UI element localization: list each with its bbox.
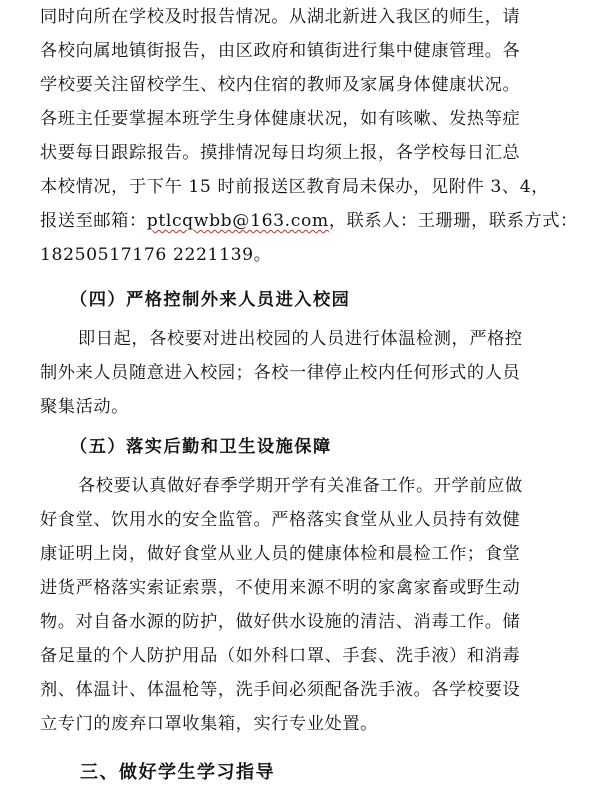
paragraph-line: 学校要关注留校学生、校内住宿的教师及家属身体健康状况。 — [40, 75, 521, 95]
phone-numbers: 18250517176 2221139。 — [40, 245, 272, 265]
paragraph-line: 聚集活动。 — [40, 397, 129, 417]
paragraph-line: 各校向属地镇街报告，由区政府和镇街进行集中健康管理。各 — [40, 41, 521, 61]
paragraph-line: 康证明上岗，做好食堂从业人员的健康体检和晨检工作；食堂 — [40, 544, 521, 564]
section-heading-5: （五）落实后勤和卫生设施保障 — [70, 437, 332, 457]
section-heading-3: 三、做好学生学习指导 — [80, 762, 275, 783]
email-link[interactable]: ptlcqwbb@163.com — [146, 211, 329, 231]
paragraph-line: 各班主任要掌握本班学生身体健康状况，如有咳嗽、发热等症 — [40, 109, 521, 129]
contact-info: ，联系人：王珊珊，联系方式： — [328, 211, 578, 231]
paragraph-line: 制外来人员随意进入校园；各校一律停止校内任何形式的人员 — [40, 363, 521, 383]
paragraph-line: 各校要认真做好春季学期开学有关准备工作。开学前应做 — [78, 476, 523, 496]
paragraph-line-email — [40, 204, 578, 238]
paragraph-line: 立专门的废弃口罩收集箱，实行专业处置。 — [40, 714, 378, 734]
paragraph-line: 状要每日跟踪报告。摸排情况每日均须上报，各学校每日汇总 — [40, 143, 521, 163]
email-prefix: 报送至邮箱： — [40, 211, 147, 231]
paragraph-line: 进货严格落实索证索票，不使用来源不明的家禽家畜或野生动 — [40, 578, 521, 598]
paragraph-line: 本校情况，于下午 15 时前报送区教育局未保办，见附件 3、4， — [40, 177, 550, 197]
paragraph-line: 剂、体温计、体温枪等，洗手间必须配备洗手液。各学校要设 — [40, 680, 521, 700]
paragraph-line: 物。对自备水源的防护，做好供水设施的清洁、消毒工作。储 — [40, 612, 521, 632]
paragraph-line: 即日起，各校要对进出校园的人员进行体温检测，严格控 — [78, 329, 523, 349]
paragraph-line: 好食堂、饮用水的安全监管。严格落实食堂从业人员持有效健 — [40, 510, 521, 530]
paragraph-line: 备足量的个人防护用品（如外科口罩、手套、洗手液）和消毒 — [40, 646, 521, 666]
paragraph-line: 同时向所在学校及时报告情况。从湖北新进入我区的师生，请 — [40, 7, 521, 27]
section-heading-4: （四）严格控制外来人员进入校园 — [70, 290, 351, 310]
